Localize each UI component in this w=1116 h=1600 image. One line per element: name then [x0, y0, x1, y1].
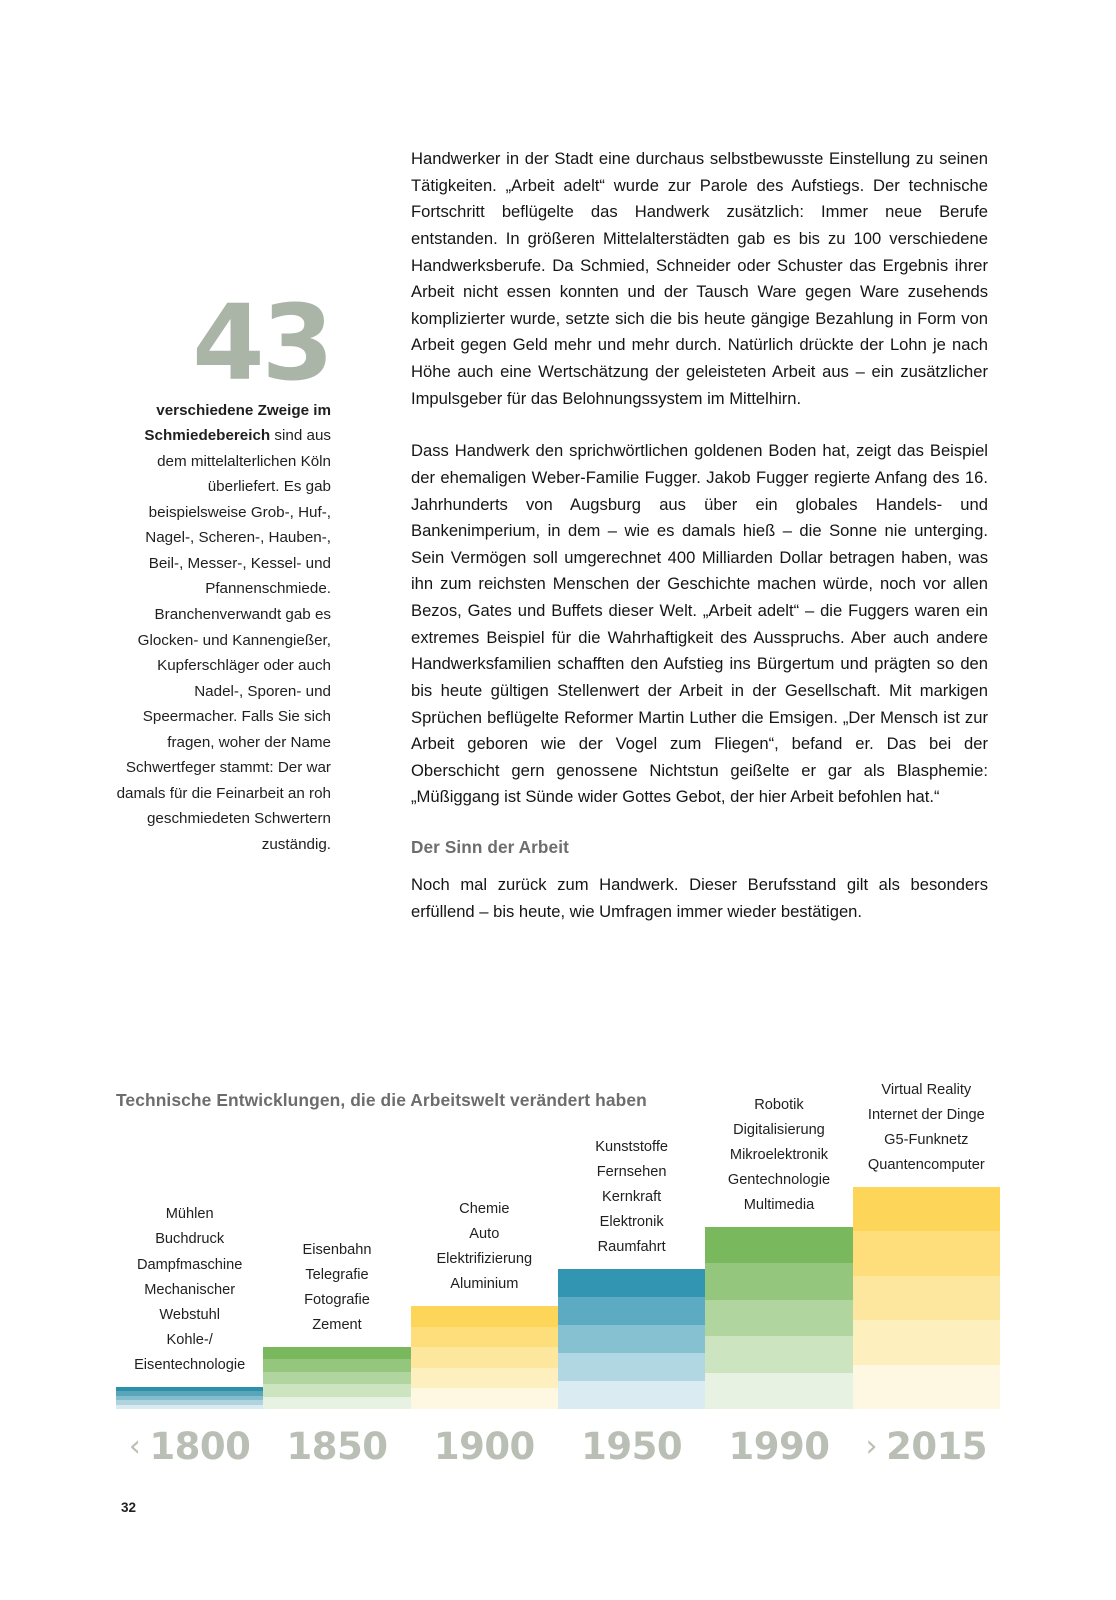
chart-bar-segment	[263, 1397, 410, 1409]
chart-year-value: 2015	[886, 1425, 988, 1468]
chart-bar-segment	[411, 1388, 558, 1409]
chart-title: Technische Entwicklungen, die die Arbeitswelt verändert haben	[116, 1090, 647, 1110]
chart-bar-segment	[853, 1365, 1000, 1409]
chart-item-label: Kernkraft	[602, 1188, 662, 1205]
chart-item-label: Mühlen	[165, 1206, 214, 1223]
chart-year-value: 1800	[149, 1425, 251, 1468]
chart-column-1950	[558, 1135, 705, 1409]
timeline-chart	[116, 1081, 1000, 1468]
chart-bar-segment	[263, 1384, 410, 1396]
chart-item-label: Kunststoffe	[595, 1138, 669, 1155]
chart-bar-segment	[558, 1325, 705, 1353]
chart-item-label: G5-Funknetz	[884, 1131, 969, 1148]
chart-bar-segment	[411, 1347, 558, 1368]
chart-year-label-1900	[411, 1425, 558, 1468]
chart-bar-segment	[853, 1276, 1000, 1320]
chart-bar-segment	[558, 1269, 705, 1297]
chart-bar-segment	[853, 1320, 1000, 1364]
chart-item-label: Aluminium	[450, 1275, 519, 1292]
chart-year-label-2015	[853, 1425, 1000, 1468]
section-heading-der-sinn-der-arbeit: Der Sinn der Arbeit	[411, 837, 569, 857]
chart-bar-segment	[558, 1381, 705, 1409]
body-paragraph-2: Dass Handwerk den sprichwörtlichen goldenen Boden hat, zeigt das Beispiel der ehemaligen Weber-Familie Fugger. Jakob Fugger regierte Anfang des 16. Jahrhunderts von Augsburg aus über ein globales Handels- und Bankenimperium, in dem – wie es damals hieß – die Sonne nie unterging. Sein Vermögen soll umgerechnet 400 Milliarden Dollar betragen haben, was ihn zum reichsten Menschen der Geschichte machen würde, noch vor allen Bezos, Gates und Buffets dieser Welt. „Arbeit adelt“ – die Fuggers waren ein extremes Beispiel für die Wahrhaftigkeit des Ausspruchs. Aber auch andere Handwerksfamilien schafften den Aufstieg ins Bürgertum und prägten so den bis heute gültigen Stellenwert der Arbeit in der Gesellschaft. Mit markigen Sprüchen beflügelte Reformer Martin Luther die Emsigen. „Der Mensch ist zur Arbeit geboren wie der Vogel zum Fliegen“, befand er. Das bei der Oberschicht gern genossene Nichtstun geißelte er gar als Blasphemie: „Müßiggang ist Sünde wider Gottes Gebot, der hier Arbeit befohlen hat.“	[411, 441, 988, 807]
chevron-left-icon: ‹	[128, 1429, 150, 1464]
chart-column-2015	[853, 1078, 1000, 1409]
chart-bar-segment	[705, 1227, 852, 1263]
chart-item-label: Elektronik	[599, 1213, 664, 1230]
chart-item-label: Eisenbahn	[302, 1241, 372, 1258]
chart-column-1850	[263, 1238, 410, 1409]
chart-year-label-1800	[116, 1425, 263, 1468]
chart-item-label: Gentechnologie	[727, 1171, 831, 1188]
chart-item-label: Chemie	[459, 1200, 510, 1217]
chart-column-labels-2015	[853, 1078, 1000, 1187]
chart-bar-segment	[263, 1372, 410, 1384]
chart-bar-1900	[411, 1306, 558, 1409]
chart-column-1800	[116, 1202, 263, 1409]
chevron-right-icon: ›	[865, 1429, 887, 1464]
chart-item-label: Buchdruck	[155, 1231, 225, 1248]
sidebar-caption	[116, 398, 331, 858]
chart-bar-segment	[411, 1306, 558, 1327]
body-paragraph-3: Noch mal zurück zum Handwerk. Dieser Berufsstand gilt als besonders erfüllend – bis heute, wie Umfragen immer wieder bestätigen.	[411, 875, 988, 921]
chart-bar-segment	[853, 1231, 1000, 1275]
chart-bar-segment	[116, 1405, 263, 1409]
chart-year-value: 1990	[728, 1425, 830, 1468]
chart-column-1990	[705, 1093, 852, 1409]
chart-column-labels-1800	[116, 1202, 263, 1387]
chart-item-label: Robotik	[754, 1096, 804, 1113]
chart-column-labels-1900	[411, 1197, 558, 1306]
chart-item-label: Fernsehen	[596, 1163, 667, 1180]
chart-item-label: Virtual Reality	[881, 1081, 972, 1098]
chart-column-labels-1990	[705, 1093, 852, 1227]
sidebar-caption-lead: verschiedene Zweige im Schmiedebereich	[144, 401, 331, 445]
chart-item-label: Internet der Dinge	[867, 1106, 985, 1123]
chart-bar-1950	[558, 1269, 705, 1409]
chart-item-label: Multimedia	[743, 1196, 815, 1213]
chart-item-label: Mikroelektronik	[729, 1146, 829, 1163]
chart-year-value: 1950	[581, 1425, 683, 1468]
chart-year-value: 1900	[433, 1425, 535, 1468]
main-text-column	[411, 146, 988, 925]
chart-item-label: Mechanischer Webstuhl	[144, 1281, 236, 1323]
chart-bar-segment	[411, 1327, 558, 1348]
chart-bar-segment	[558, 1297, 705, 1325]
chart-bar-1850	[263, 1347, 410, 1409]
chart-bar-2015	[853, 1187, 1000, 1409]
page-number: 32	[121, 1500, 137, 1515]
sidebar-big-number: 43	[192, 282, 331, 404]
chart-bar-segment	[705, 1373, 852, 1409]
chart-column-labels-1950	[558, 1135, 705, 1269]
sidebar-caption-body: sind aus dem mittelalterlichen Köln überliefert. Es gab beispielsweise Grob-, Huf-, Nagel-, Scheren-, Hauben-, Beil-, Messer-, Kessel- und Pfannenschmiede. Branchenverwandt gab es Glocken- und Kannengießer, Kupferschläger oder auch Nadel-, Sporen- und Speermacher. Falls Sie sich fragen, woher der Name Schwertfeger stammt: Der war damals für die Feinarbeit an roh geschmiedeten Schwertern zuständig.	[116, 427, 331, 853]
chart-item-label: Dampfmaschine	[136, 1256, 243, 1273]
chart-item-label: Auto	[469, 1225, 500, 1242]
chart-bar-segment	[705, 1263, 852, 1299]
chart-bar-segment	[558, 1353, 705, 1381]
chart-item-label: Telegrafie	[305, 1266, 369, 1283]
sidebar-fact-box	[116, 282, 331, 857]
chart-bar-1800	[116, 1387, 263, 1409]
chart-bar-segment	[263, 1347, 410, 1359]
chart-bar-segment	[853, 1187, 1000, 1231]
chart-year-label-1950	[558, 1425, 705, 1468]
chart-bar-1990	[705, 1227, 852, 1409]
chart-item-label: Digitalisierung	[733, 1121, 825, 1138]
chart-item-label: Fotografie	[304, 1291, 370, 1308]
chart-year-label-1990	[705, 1425, 852, 1468]
chart-bar-segment	[705, 1300, 852, 1336]
chart-year-label-1850	[263, 1425, 410, 1468]
chart-item-label: Kohle-/ Eisentechnologie	[134, 1331, 246, 1373]
chart-item-label: Zement	[312, 1316, 362, 1333]
chart-item-label: Quantencomputer	[867, 1156, 985, 1173]
chart-bar-segment	[411, 1368, 558, 1389]
chart-item-label: Raumfahrt	[597, 1238, 666, 1255]
chart-year-axis	[116, 1425, 1000, 1468]
body-paragraph-1: Handwerker in der Stadt eine durchaus selbstbewusste Einstellung zu seinen Tätigkeiten. „Arbeit adelt“ wurde zur Parole des Aufstiegs. Der technische Fortschritt beflügelte das Handwerk zusätzlich: Immer neue Berufe entstanden. In größeren Mittelalterstädten gab es bis zu 100 verschiedene Handwerksberufe. Da Schmied, Schneider oder Schuster das Ergebnis ihrer Arbeit nicht essen konnten und der Tausch Ware gegen Ware zusehends komplizierter wurde, setzte sich die bis heute gängige Bezahlung in Form von Arbeit gegen Geld mehr und mehr durch. Natürlich drückte der Lohn je nach Höhe auch eine Wertschätzung der geleisteten Arbeit aus – ein zusätzlicher Impulsgeber für das Belohnungssystem im Mittelhirn.	[411, 149, 988, 408]
chart-year-value: 1850	[286, 1425, 388, 1468]
chart-bar-segment	[705, 1336, 852, 1372]
chart-column-1900	[411, 1197, 558, 1409]
chart-bar-segment	[263, 1359, 410, 1371]
chart-item-label: Elektrifizierung	[436, 1250, 533, 1267]
chart-column-labels-1850	[263, 1238, 410, 1347]
